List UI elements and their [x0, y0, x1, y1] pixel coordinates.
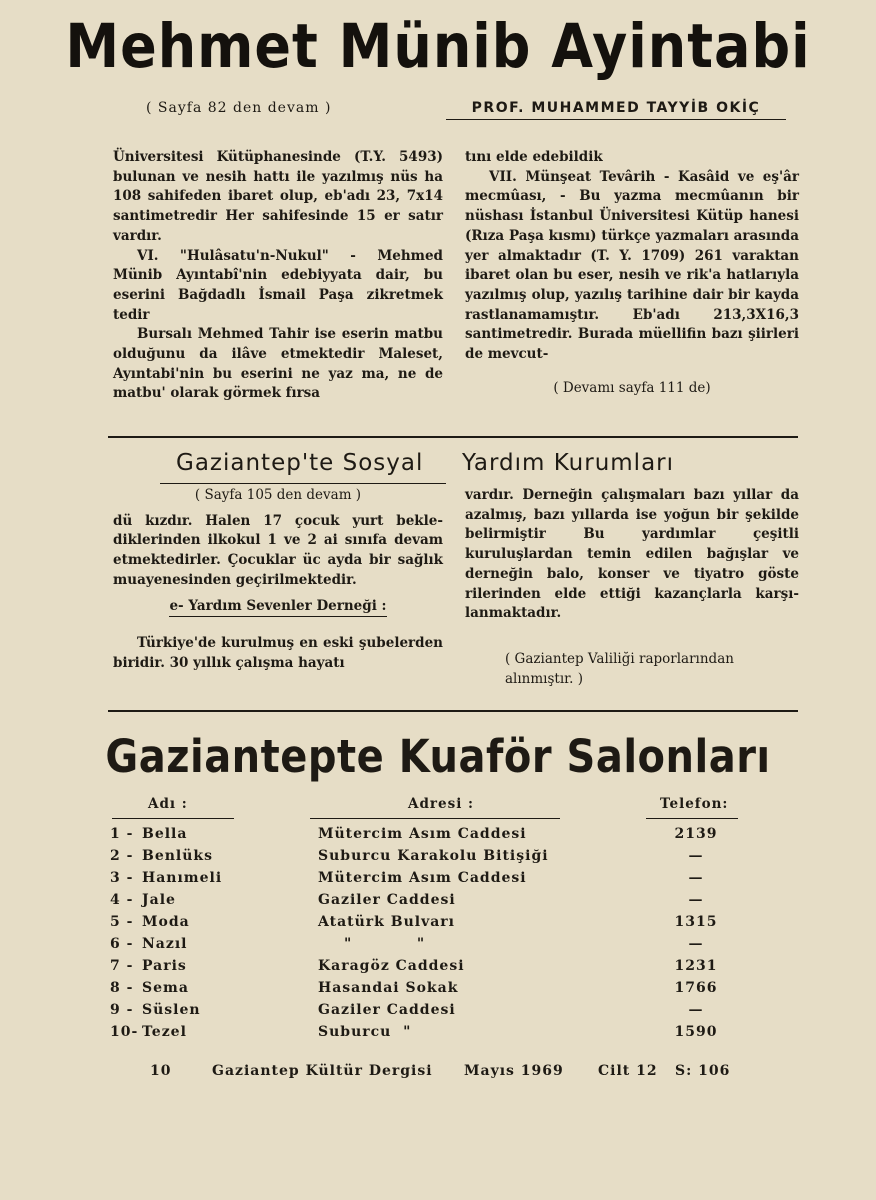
row-number: 9 -: [110, 1002, 134, 1018]
row-number: 1 -: [110, 826, 134, 842]
salon-phone: —: [688, 892, 704, 908]
table-row: [0, 914, 876, 935]
paragraph: dü kızdır. Halen 17 çocuk yurt beklediklerinden ilkokul 1 ve 2 ai sınıfa devam etmektedirler. Çocuklar üc ayda bir sağlık muayenesinden geçirilmektedir.: [113, 512, 443, 588]
salons-title: Gaziantepte Kuaför Salonları: [105, 730, 771, 784]
salon-name: Moda: [142, 914, 190, 930]
article2-title-left: Gaziantep'te Sosyal: [176, 450, 424, 476]
salon-address: Gaziler Caddesi: [318, 1002, 456, 1018]
salon-address: Gaziler Caddesi: [318, 892, 456, 908]
salon-name: Paris: [142, 958, 187, 974]
row-number: 8 -: [110, 980, 134, 996]
article2-left-column: [113, 486, 443, 674]
column-header-phone: Telefon:: [660, 796, 729, 812]
salon-address: Suburcu Karakolu Bitişiği: [318, 848, 549, 864]
continued-from-note: ( Sayfa 82 den devam ): [146, 100, 332, 116]
row-number: 7 -: [110, 958, 134, 974]
article2-title-right: Yardım Kurumları: [462, 450, 675, 476]
subheading: [113, 597, 443, 617]
paragraph: VI. "Hulâsatu'n-Nukul" - Mehmed Münib Ayıntabî'nin edebiyyata dair, bu eserini Bağdadlı İsmail Paşa zikretmek tedir: [113, 247, 443, 323]
paragraph: Türkiye'de kurulmuş en eski şubelerden biridir. 30 yıllık çalışma hayatı: [113, 635, 443, 671]
salon-name: Jale: [142, 892, 176, 908]
page-number: 10: [150, 1063, 172, 1079]
salon-phone: —: [688, 936, 704, 952]
table-row: [0, 958, 876, 979]
paragraph: VII. Münşeat Tevârih - Kasâid ve eş'âr mecmûası, - Bu yazma mecmûanın bir nüshası İstanbul Üniversitesi Kütüp hanesi (Rıza Paşa kısmı) türkçe yazmaları arasında yer almaktadır (T. Y. 1709) 261 varaktan ibaret olan bu eser, nesih ve rik'a hatlarıyla yazılmış olup, yazılış tarihine dair bir kayda rastlanamamıştır. Eb'adı 213,3X16,3 santimetredir. Burada müellifin bazı şiirleri de mevcut-: [465, 168, 799, 363]
table-row: [0, 870, 876, 891]
salon-address: " ": [344, 936, 426, 952]
salon-address: Atatürk Bulvarı: [318, 914, 455, 930]
header-underline: [310, 818, 560, 819]
source-note: ( Gaziantep Valiliği raporlarından alınmıştır. ): [505, 650, 734, 687]
byline-row: [0, 98, 876, 126]
salon-address: Hasandai Sokak: [318, 980, 459, 996]
volume-number: Cilt 12: [598, 1063, 658, 1079]
table-row: [0, 936, 876, 957]
table-row: [0, 848, 876, 869]
salon-phone: —: [688, 1002, 704, 1018]
salon-address: Karagöz Caddesi: [318, 958, 465, 974]
header-underline: [112, 818, 234, 819]
paragraph: vardır. Derneğin çalışmaları bazı yıllar da azalmış, bazı yıllarda ise yoğun bir şekilde belirmiştir Bu yardımlar çeşitli kuruluşlardan temin edilen bağışlar ve derneğin balo, konser ve tiyatro göste rilerinden elde ettiği kazançlarla karşılanmaktadır.: [465, 487, 799, 622]
salon-phone: 2139: [674, 826, 718, 842]
article1-right-column: [465, 148, 799, 398]
salon-phone: 1231: [674, 958, 718, 974]
paragraph: tını elde edebildik: [465, 149, 603, 165]
salon-name: Bella: [142, 826, 188, 842]
title-underline: [160, 483, 446, 484]
salon-phone: 1315: [674, 914, 718, 930]
article1-left-column: [113, 148, 443, 404]
salon-name: Sema: [142, 980, 189, 996]
column-header-name: Adı :: [148, 796, 188, 812]
row-number: 3 -: [110, 870, 134, 886]
header-underline: [646, 818, 738, 819]
table-row: [0, 1002, 876, 1023]
issue-number: S: 106: [675, 1063, 731, 1079]
issue-date: Mayıs 1969: [464, 1063, 564, 1079]
subheading-text: e- Yardım Sevenler Derneği :: [169, 598, 386, 617]
table-row: [0, 826, 876, 847]
paragraph: Üniversitesi Kütüphanesinde (T.Y. 5493) bulunan ve nesih hattı ile yazılmış nüs ha 108 sahifeden ibaret olup, eb'adı 23, 7x14 santimetredir Her sahifesinde 15 er satır vardır.: [113, 149, 443, 244]
table-row: [0, 980, 876, 1001]
salon-address: Mütercim Asım Caddesi: [318, 870, 527, 886]
row-number: 6 -: [110, 936, 134, 952]
salon-phone: —: [688, 848, 704, 864]
row-number: 4 -: [110, 892, 134, 908]
section-divider: [108, 436, 798, 438]
salon-name: Nazıl: [142, 936, 188, 952]
row-number: 10-: [110, 1024, 139, 1040]
magazine-name: Gaziantep Kültür Dergisi: [212, 1063, 433, 1079]
table-row: [0, 892, 876, 913]
salon-address: Suburcu ": [318, 1024, 412, 1040]
article-title: Mehmet Münib Ayintabi: [65, 11, 811, 82]
column-header-address: Adresi :: [408, 796, 475, 812]
table-row: [0, 1024, 876, 1045]
row-number: 2 -: [110, 848, 134, 864]
salon-phone: 1590: [674, 1024, 718, 1040]
salon-name: Benlüks: [142, 848, 213, 864]
section-divider: [108, 710, 798, 712]
article2-right-column: [465, 486, 799, 689]
article2-title: [0, 450, 876, 484]
paragraph: Bursalı Mehmed Tahir ise eserin matbu olduğunu da ilâve etmektedir Maleset, Ayıntabi'nin bu eserini ne yaz ma, ne de matbu' olarak görmek fırsa: [113, 326, 443, 402]
author-name: PROF. MUHAMMED TAYYİB OKİÇ: [446, 100, 786, 120]
salon-phone: —: [688, 870, 704, 886]
salon-name: Tezel: [142, 1024, 187, 1040]
continued-to-note: ( Devamı sayfa 111 de): [553, 379, 711, 396]
salon-name: Süslen: [142, 1002, 201, 1018]
salon-phone: 1766: [674, 980, 718, 996]
salon-name: Hanımeli: [142, 870, 223, 886]
salon-address: Mütercim Asım Caddesi: [318, 826, 527, 842]
continued-from-note: ( Sayfa 105 den devam ): [194, 487, 362, 503]
row-number: 5 -: [110, 914, 134, 930]
